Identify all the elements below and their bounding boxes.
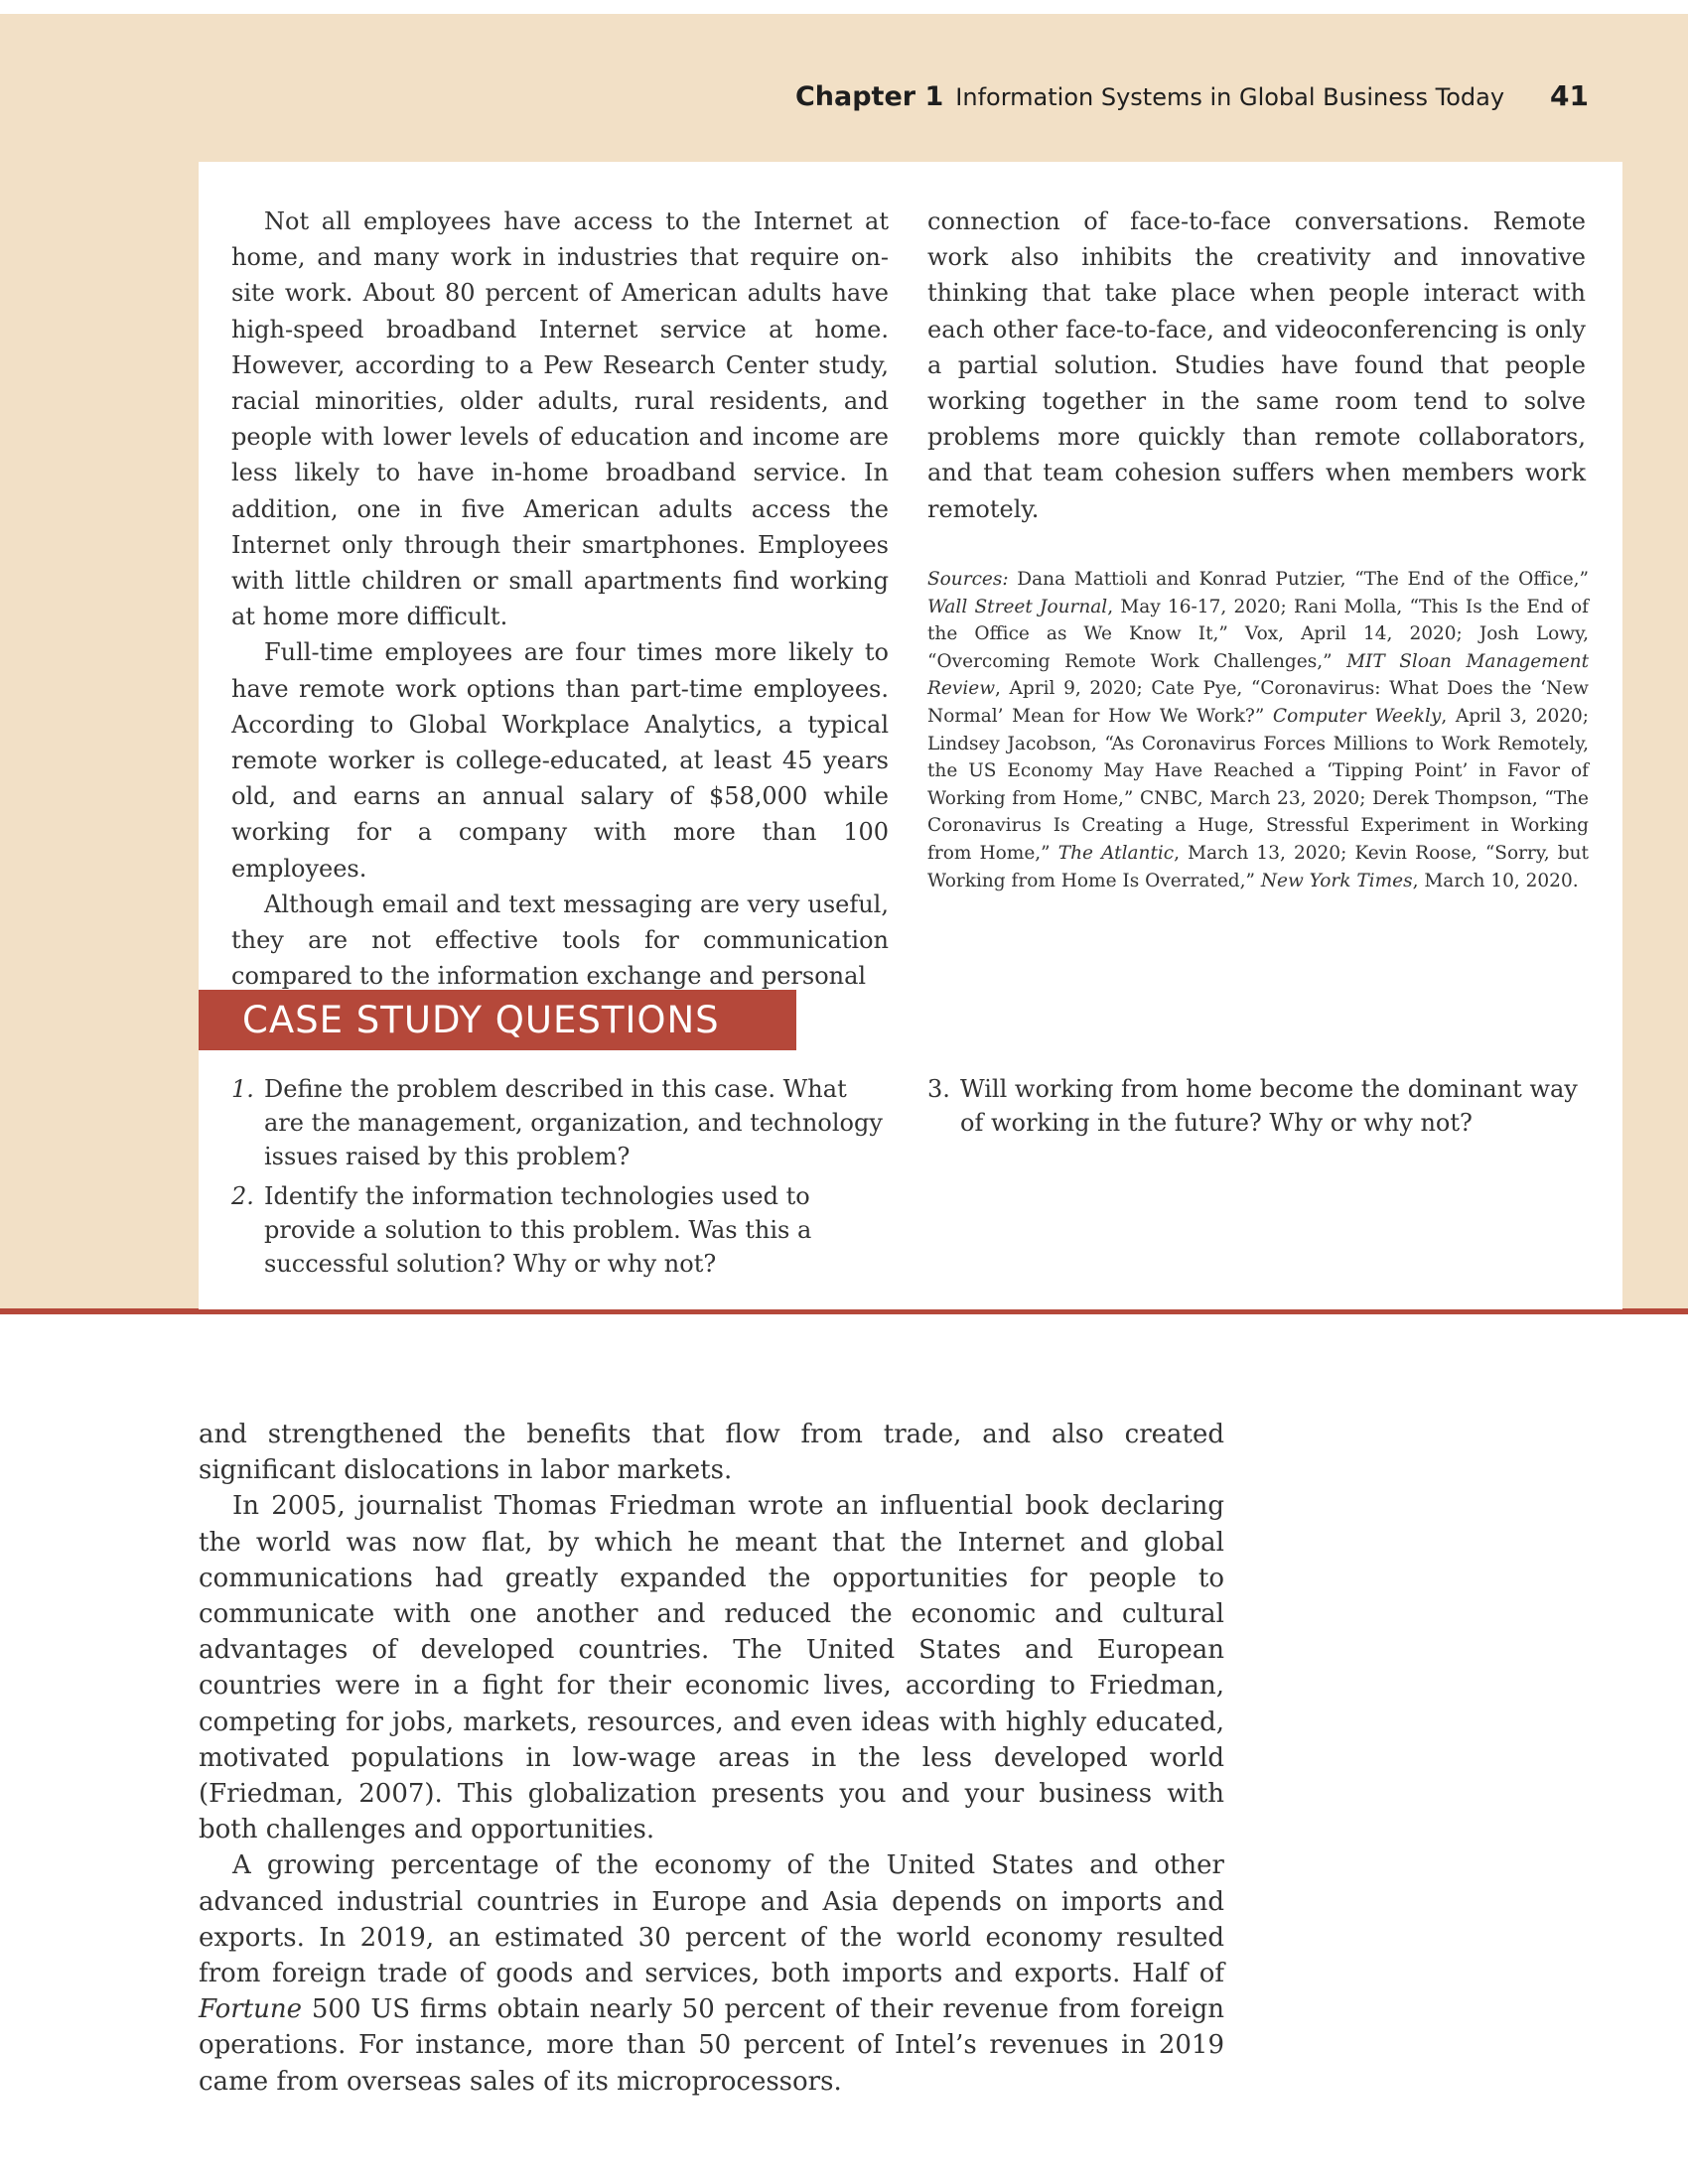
chapter-label: Chapter 1 [794, 81, 944, 112]
body-text-segment: 500 US firms obtain nearly 50 percent of their revenue from foreign operations. For instance, more than 50 percent of Intel’s revenues in 2019 came from overseas sales of its microprocessors. [199, 1994, 1224, 2097]
case-right-column [927, 204, 1586, 527]
case-study-questions-heading: CASE STUDY QUESTIONS [199, 990, 796, 1050]
running-header [795, 79, 1589, 119]
publication-title: MIT Sloan Management Review [927, 650, 1589, 700]
question-text: Define the problem described in this case. What are the management, organization, and technology issues raised by this problem? [264, 1075, 883, 1170]
question-number: 1. [231, 1075, 254, 1103]
fortune-italic: Fortune [199, 1994, 303, 2025]
publication-title: Computer Weekly [1272, 705, 1442, 727]
question-number: 3. [927, 1075, 950, 1103]
sources-text: , April 3, 2020; Lindsey Jacobson, “As Coronavirus Forces Millions to Work Remotely, the US Economy May Have Reached a ‘Tipping Point’ in Favor of Working from Home,” CNBC, March 23, 2020; Derek Thompson, “The Coronavirus Is Creating a Huge, Stressful Experiment in Working from Home,” [927, 705, 1589, 864]
sources-text: , March 10, 2020. [1412, 870, 1579, 891]
question-number: 2. [231, 1182, 254, 1210]
sources-text: , April 9, 2020; Cate Pye, “Coronavirus: What Does the ‘New Normal’ Mean for How We Work?” [927, 678, 1589, 727]
publication-title: The Atlantic [1057, 842, 1175, 864]
body-paragraph: and strengthened the benefits that flow from trade, and also created significant dislocations in labor markets. [199, 1420, 1224, 1486]
question-item [231, 1179, 890, 1281]
body-text-segment: A growing percentage of the economy of the United States and other advanced industrial countries in Europe and Asia depends on imports and exports. In 2019, an estimated 30 percent of the world economy resulted from foreign trade of goods and services, both imports and exports. Half of [199, 1850, 1224, 1989]
question-text: Identify the information technologies used to provide a solution to this problem. Was this a successful solution? Why or why not? [264, 1182, 812, 1278]
publication-title: New York Times [1260, 870, 1413, 891]
question-text: Will working from home become the dominant way of working in the future? Why or why not? [960, 1075, 1578, 1137]
body-paragraph [199, 1847, 1224, 2099]
body-paragraph: In 2005, journalist Thomas Friedman wrote an influential book declaring the world was now flat, by which he meant that the Internet and global communications had greatly expanded the opportunities for people to communicate with one another and reduced the economic and cultural advantages of developed countries. The United States and European countries were in a fight for their economic lives, according to Friedman, competing for jobs, markets, resources, and even ideas with highly educated, motivated populations in low-wage areas in the less developed world (Friedman, 2007). This globalization presents you and your business with both challenges and opportunities. [199, 1491, 1224, 1845]
publication-title: Wall Street Journal [927, 596, 1108, 617]
main-body-text [199, 1417, 1224, 2100]
sources-text: Dana Mattioli and Konrad Putzier, “The End of the Office,” [1008, 569, 1589, 590]
chapter-title: Information Systems in Global Business Today [955, 83, 1505, 111]
case-left-column [231, 204, 889, 994]
question-item [927, 1072, 1586, 1140]
sources-text: , May 16-17, 2020; Rani Molla, “This Is the End of the Office as We Know It,” Vox, April 14, 2020; Josh Lowy, “Overcoming Remote Work Challenges,” [927, 596, 1589, 672]
case-study-box [199, 162, 1622, 1309]
question-item [231, 1072, 890, 1173]
sources-citation [927, 566, 1589, 894]
case-paragraph: Although email and text messaging are very useful, they are not effective tools for communication compared to the information exchange and personal [231, 889, 889, 991]
case-paragraph: Full-time employees are four times more likely to have remote work options than part-time employees. According to Global Workplace Analytics, a typical remote worker is college-educated, at least 45 years old, and earns an annual salary of $58,000 while working for a company with more than 100 employees. [231, 638, 889, 883]
sources-text: , March 13, 2020; Kevin Roose, “Sorry, but Working from Home Is Overrated,” [927, 842, 1589, 891]
page-number: 41 [1550, 79, 1589, 112]
case-paragraph: connection of face-to-face conversations. Remote work also inhibits the creativity and innovative thinking that take place when people interact with each other face-to-face, and videoconferencing is only a partial solution. Studies have found that people working together in the same room tend to solve problems more quickly than remote collaborators, and that team cohesion suffers when members work remotely. [927, 207, 1586, 523]
case-paragraph: Not all employees have access to the Internet at home, and many work in industries that require on-site work. About 80 percent of American adults have high-speed broadband Internet service at home. However, according to a Pew Research Center study, racial minorities, older adults, rural residents, and people with lower levels of education and income are less likely to have in-home broadband service. In addition, one in five American adults access the Internet only through their smartphones. Employees with little children or small apartments find working at home more difficult. [231, 207, 889, 631]
sources-label: Sources: [927, 569, 1009, 590]
